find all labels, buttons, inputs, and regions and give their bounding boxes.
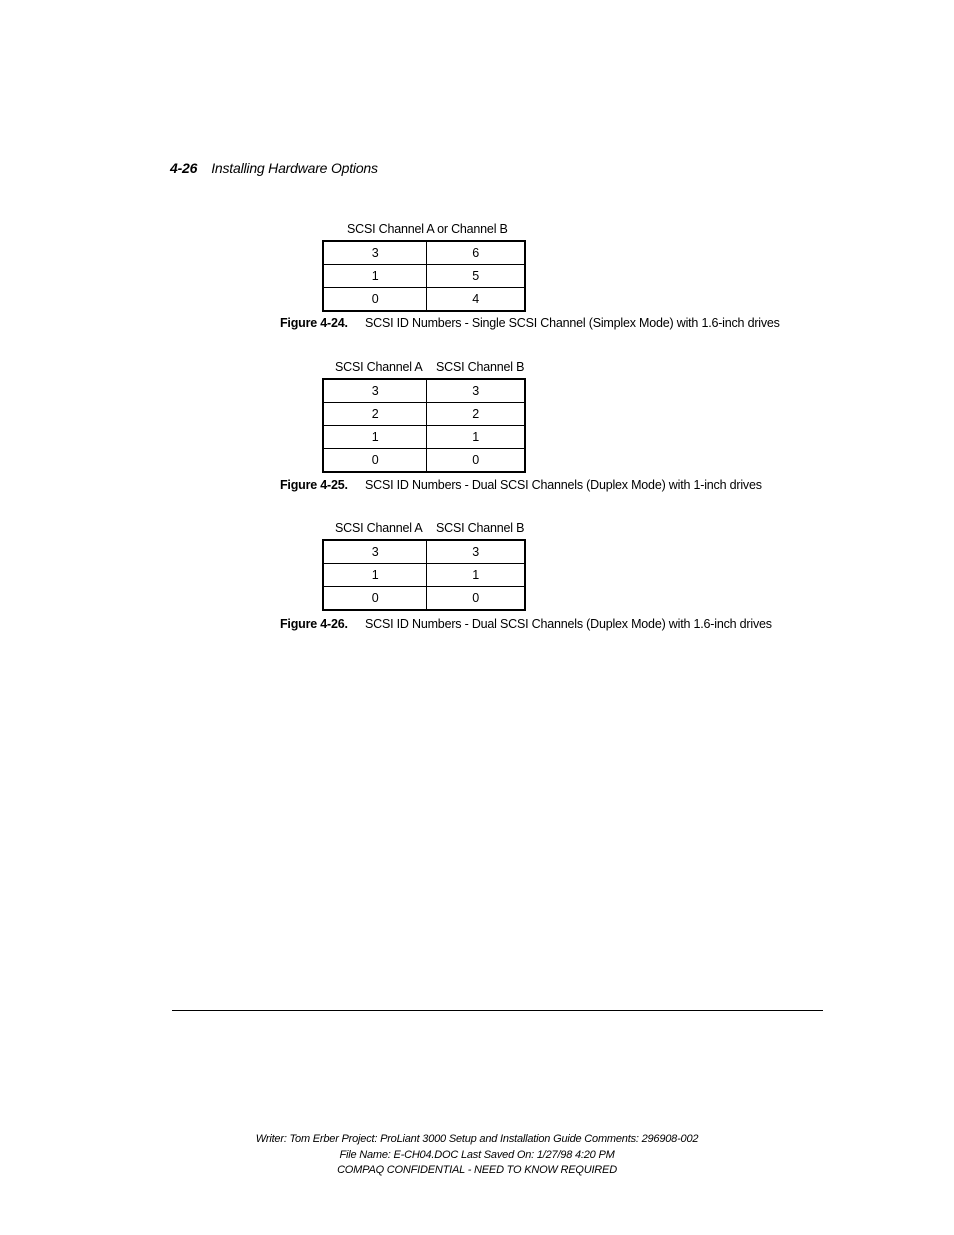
channel-b-heading: SCSI Channel B <box>436 521 525 535</box>
page-number: 4-26 <box>170 160 198 176</box>
channel-a-heading: SCSI Channel A <box>335 360 423 374</box>
column-headings <box>322 222 526 240</box>
table-cell: 0 <box>427 587 525 611</box>
figure-caption <box>280 617 772 631</box>
figure-caption-text: SCSI ID Numbers - Single SCSI Channel (Simplex Mode) with 1.6-inch drives <box>365 316 780 330</box>
channel-heading: SCSI Channel A or Channel B <box>347 222 508 236</box>
table-row <box>323 540 525 564</box>
table-row <box>323 288 525 312</box>
table-cell: 1 <box>323 564 427 587</box>
table-cell: 3 <box>427 540 525 564</box>
table-row <box>323 449 525 473</box>
scsi-id-table <box>322 378 526 473</box>
table-cell: 1 <box>427 564 525 587</box>
footer-line-file: File Name: E-CH04.DOC Last Saved On: 1/27/98 4:20 PM <box>339 1148 615 1161</box>
table-cell: 3 <box>323 241 427 265</box>
table-row <box>323 265 525 288</box>
table-cell: 1 <box>427 426 525 449</box>
table-row <box>323 564 525 587</box>
column-headings <box>322 360 526 378</box>
figure-caption-text: SCSI ID Numbers - Dual SCSI Channels (Duplex Mode) with 1-inch drives <box>365 478 762 492</box>
table-row <box>323 426 525 449</box>
figure-4-25-table-block <box>322 360 526 473</box>
table-cell: 2 <box>323 403 427 426</box>
figure-caption <box>280 478 762 492</box>
figure-caption <box>280 316 780 330</box>
table-cell: 1 <box>323 426 427 449</box>
chapter-title: Installing Hardware Options <box>211 160 378 176</box>
table-cell: 0 <box>323 288 427 312</box>
table-cell: 0 <box>323 449 427 473</box>
table-cell: 0 <box>323 587 427 611</box>
footer-divider <box>172 1010 823 1011</box>
channel-b-heading: SCSI Channel B <box>436 360 525 374</box>
table-cell: 5 <box>427 265 525 288</box>
channel-a-heading: SCSI Channel A <box>335 521 423 535</box>
table-row <box>323 379 525 403</box>
table-cell: 1 <box>323 265 427 288</box>
table-cell: 4 <box>427 288 525 312</box>
figure-4-26-table-block <box>322 521 526 611</box>
figure-label: Figure 4-25. <box>280 478 348 492</box>
column-headings <box>322 521 526 539</box>
figure-caption-text: SCSI ID Numbers - Dual SCSI Channels (Duplex Mode) with 1.6-inch drives <box>365 617 772 631</box>
scsi-id-table <box>322 240 526 312</box>
figure-4-24-table-block <box>322 222 526 312</box>
figure-label: Figure 4-24. <box>280 316 348 330</box>
table-cell: 2 <box>427 403 525 426</box>
table-cell: 3 <box>323 379 427 403</box>
table-cell: 3 <box>323 540 427 564</box>
table-cell: 3 <box>427 379 525 403</box>
table-cell: 6 <box>427 241 525 265</box>
scsi-id-table <box>322 539 526 611</box>
running-header <box>170 160 378 176</box>
table-row <box>323 241 525 265</box>
footer-line-writer: Writer: Tom Erber Project: ProLiant 3000 Setup and Installation Guide Comments: 296908-002 <box>255 1133 699 1145</box>
table-cell: 0 <box>427 449 525 473</box>
table-row <box>323 587 525 611</box>
document-footer <box>0 1132 954 1179</box>
figure-label: Figure 4-26. <box>280 617 348 631</box>
footer-line-confidential: COMPAQ CONFIDENTIAL - NEED TO KNOW REQUIRED <box>337 1164 617 1176</box>
table-row <box>323 403 525 426</box>
